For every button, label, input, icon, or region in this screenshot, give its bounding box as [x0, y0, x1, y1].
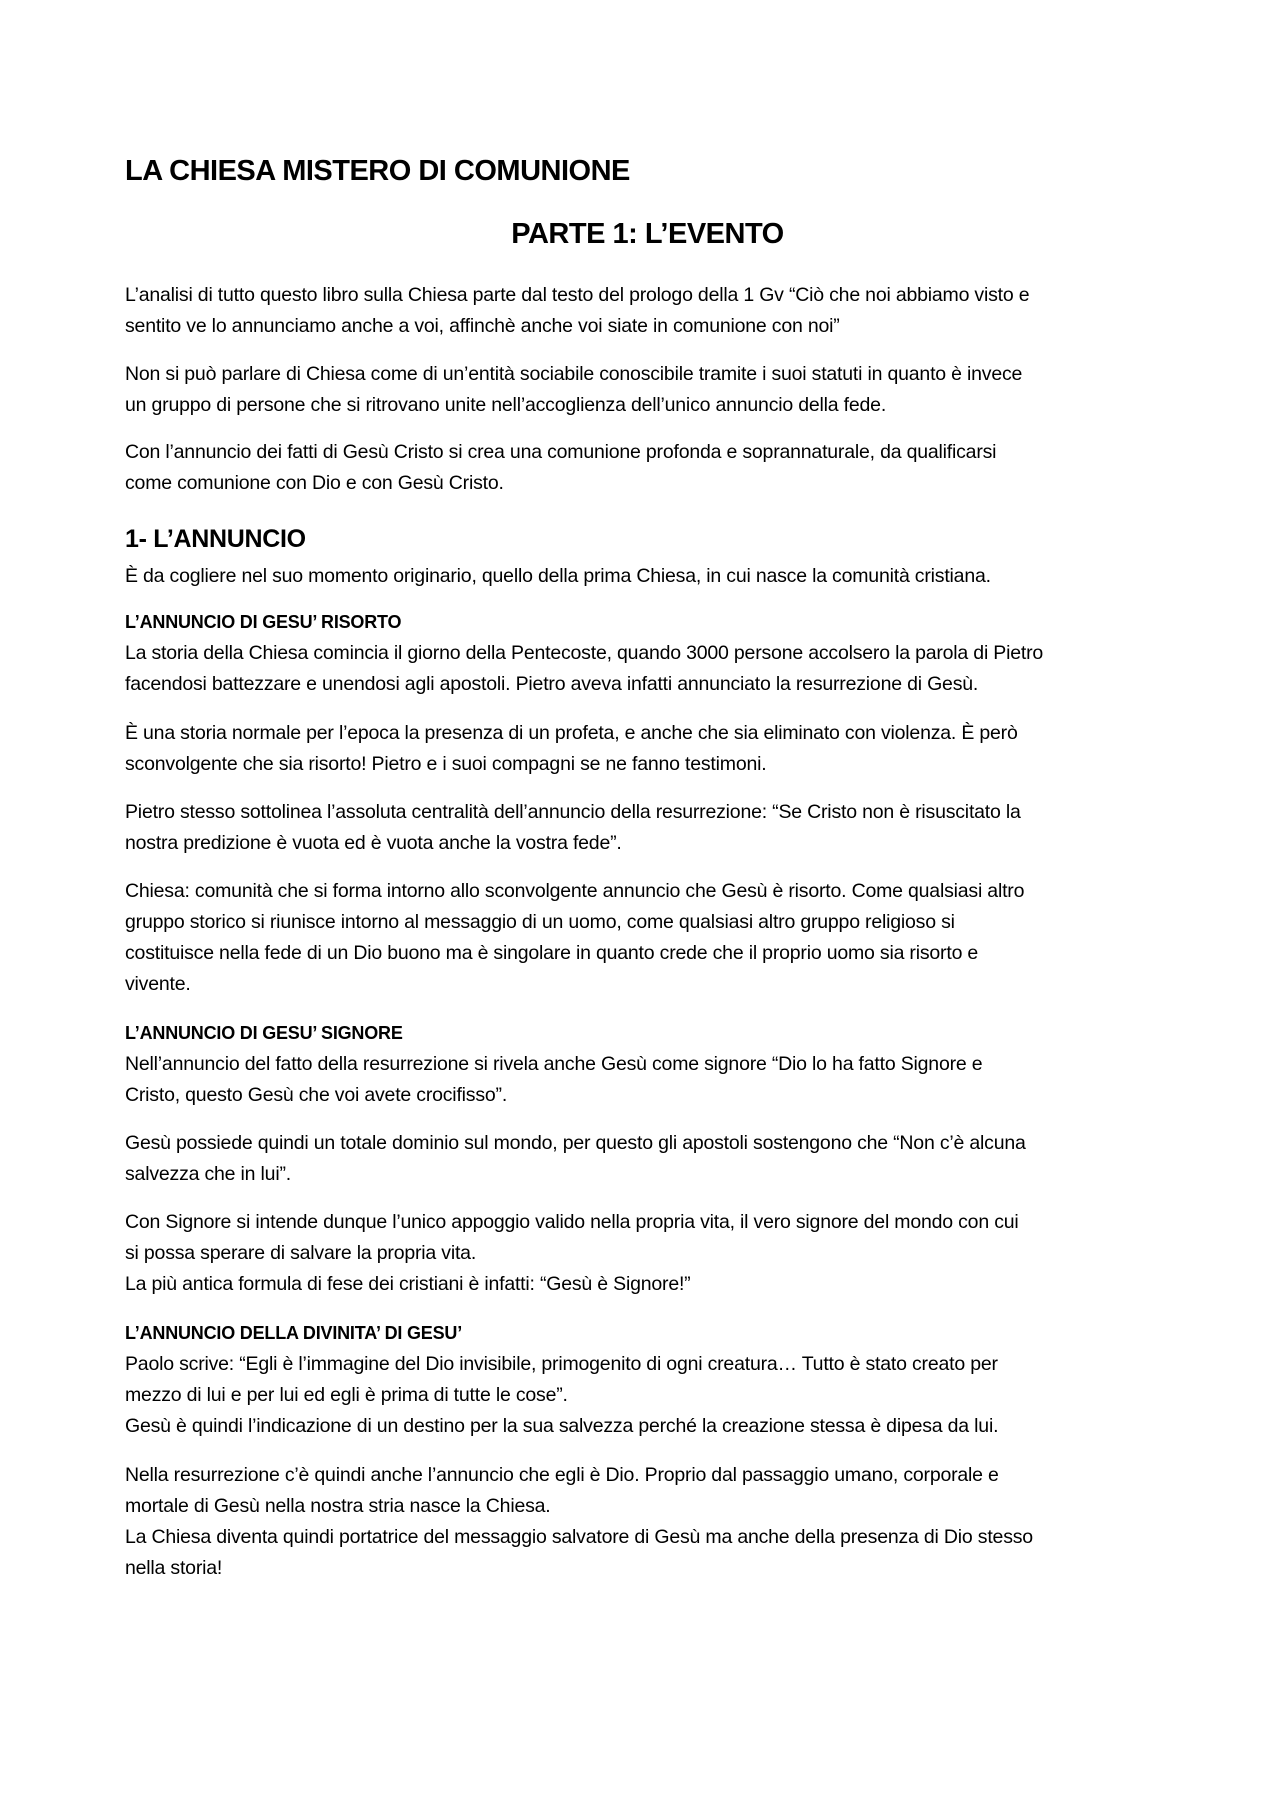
- text-line: Nell’annuncio del fatto della resurrezione si rivela anche Gesù come signore “Dio lo ha fatto Signore e: [125, 1053, 983, 1075]
- text-line: nella storia!: [125, 1557, 223, 1579]
- text-line: come comunione con Dio e con Gesù Cristo.: [125, 472, 504, 494]
- subsection-heading: L’ANNUNCIO DELLA DIVINITA’ DI GESU’: [125, 1323, 463, 1343]
- section-heading: 1- L’ANNUNCIO: [125, 525, 306, 553]
- text-line: È una storia normale per l’epoca la presenza di un profeta, e anche che sia eliminato con violenza. È però: [125, 722, 1018, 744]
- body-paragraph: [125, 1460, 1033, 1584]
- text-line: nostra predizione è vuota ed è vuota anche la vostra fede”.: [125, 832, 622, 854]
- intro-paragraph: [125, 437, 996, 499]
- text-line: costituisce nella fede di un Dio buono ma è singolare in quanto crede che il proprio uomo sia risorto e: [125, 942, 979, 964]
- body-paragraph: [125, 1207, 1019, 1300]
- body-paragraph: [125, 1349, 998, 1442]
- text-line: La più antica formula di fese dei cristiani è infatti: “Gesù è Signore!”: [125, 1273, 691, 1295]
- text-line: Nella resurrezione c’è quindi anche l’annuncio che egli è Dio. Proprio dal passaggio umano, corporale e: [125, 1464, 999, 1486]
- text-line: Pietro stesso sottolinea l’assoluta centralità dell’annuncio della resurrezione: “Se Cristo non è risuscitato la: [125, 801, 1021, 823]
- section-lead: [125, 561, 991, 592]
- text-line: Con l’annuncio dei fatti di Gesù Cristo si crea una comunione profonda e soprannaturale, da qualificarsi: [125, 441, 997, 463]
- text-line: salvezza che in lui”.: [125, 1163, 291, 1185]
- body-paragraph: [125, 718, 1018, 780]
- text-line: gruppo storico si riunisce intorno al messaggio di un uomo, come qualsiasi altro gruppo religioso si: [125, 911, 955, 933]
- body-paragraph: [125, 1128, 1026, 1190]
- body-paragraph: [125, 797, 1021, 859]
- text-line: Gesù possiede quindi un totale dominio sul mondo, per questo gli apostoli sostengono che “Non c’è alcuna: [125, 1132, 1026, 1154]
- subsection-heading: L’ANNUNCIO DI GESU’ RISORTO: [125, 612, 402, 632]
- text-line: vivente.: [125, 973, 191, 995]
- text-line: Chiesa: comunità che si forma intorno allo sconvolgente annuncio che Gesù è risorto. Come qualsiasi altro: [125, 880, 1025, 902]
- text-line: sconvolgente che sia risorto! Pietro e i suoi compagni se ne fanno testimoni.: [125, 753, 767, 775]
- text-line: facendosi battezzare e unendosi agli apostoli. Pietro aveva infatti annunciato la resurrezione di Gesù.: [125, 673, 979, 695]
- text-line: Gesù è quindi l’indicazione di un destino per la sua salvezza perché la creazione stessa è dipesa da lui.: [125, 1415, 999, 1437]
- text-line: sentito ve lo annunciamo anche a voi, affinchè anche voi siate in comunione con noi”: [125, 315, 840, 337]
- intro-paragraph: [125, 359, 1022, 421]
- text-line: Cristo, questo Gesù che voi avete crocifisso”.: [125, 1084, 508, 1106]
- body-paragraph: [125, 1049, 982, 1111]
- text-line: si possa sperare di salvare la propria vita.: [125, 1242, 477, 1264]
- text-line: un gruppo di persone che si ritrovano unite nell’accoglienza dell’unico annuncio della fede.: [125, 394, 887, 416]
- text-line: Non si può parlare di Chiesa come di un’entità sociabile conoscibile tramite i suoi statuti in quanto è invece: [125, 363, 1023, 385]
- text-line: mortale di Gesù nella nostra stria nasce la Chiesa.: [125, 1495, 551, 1517]
- text-line: È da cogliere nel suo momento originario, quello della prima Chiesa, in cui nasce la comunità cristiana.: [125, 565, 991, 587]
- document-title: LA CHIESA MISTERO DI COMUNIONE: [125, 155, 630, 187]
- subsection-heading: L’ANNUNCIO DI GESU’ SIGNORE: [125, 1023, 403, 1043]
- text-line: mezzo di lui e per lui ed egli è prima di tutte le cose”.: [125, 1384, 568, 1406]
- text-line: L’analisi di tutto questo libro sulla Chiesa parte dal testo del prologo della 1 Gv “Ciò che noi abbiamo visto e: [125, 284, 1030, 306]
- text-line: La Chiesa diventa quindi portatrice del messaggio salvatore di Gesù ma anche della presenza di Dio stesso: [125, 1526, 1033, 1548]
- intro-paragraph: [125, 280, 1029, 342]
- part-title: PARTE 1: L’EVENTO: [511, 218, 784, 250]
- text-line: Con Signore si intende dunque l’unico appoggio valido nella propria vita, il vero signore del mondo con cui: [125, 1211, 1019, 1233]
- body-paragraph: [125, 638, 1043, 700]
- body-paragraph: [125, 876, 1024, 1000]
- text-line: La storia della Chiesa comincia il giorno della Pentecoste, quando 3000 persone accolsero la parola di Pietro: [125, 642, 1044, 664]
- text-line: Paolo scrive: “Egli è l’immagine del Dio invisibile, primogenito di ogni creatura… Tutto è stato creato per: [125, 1353, 998, 1375]
